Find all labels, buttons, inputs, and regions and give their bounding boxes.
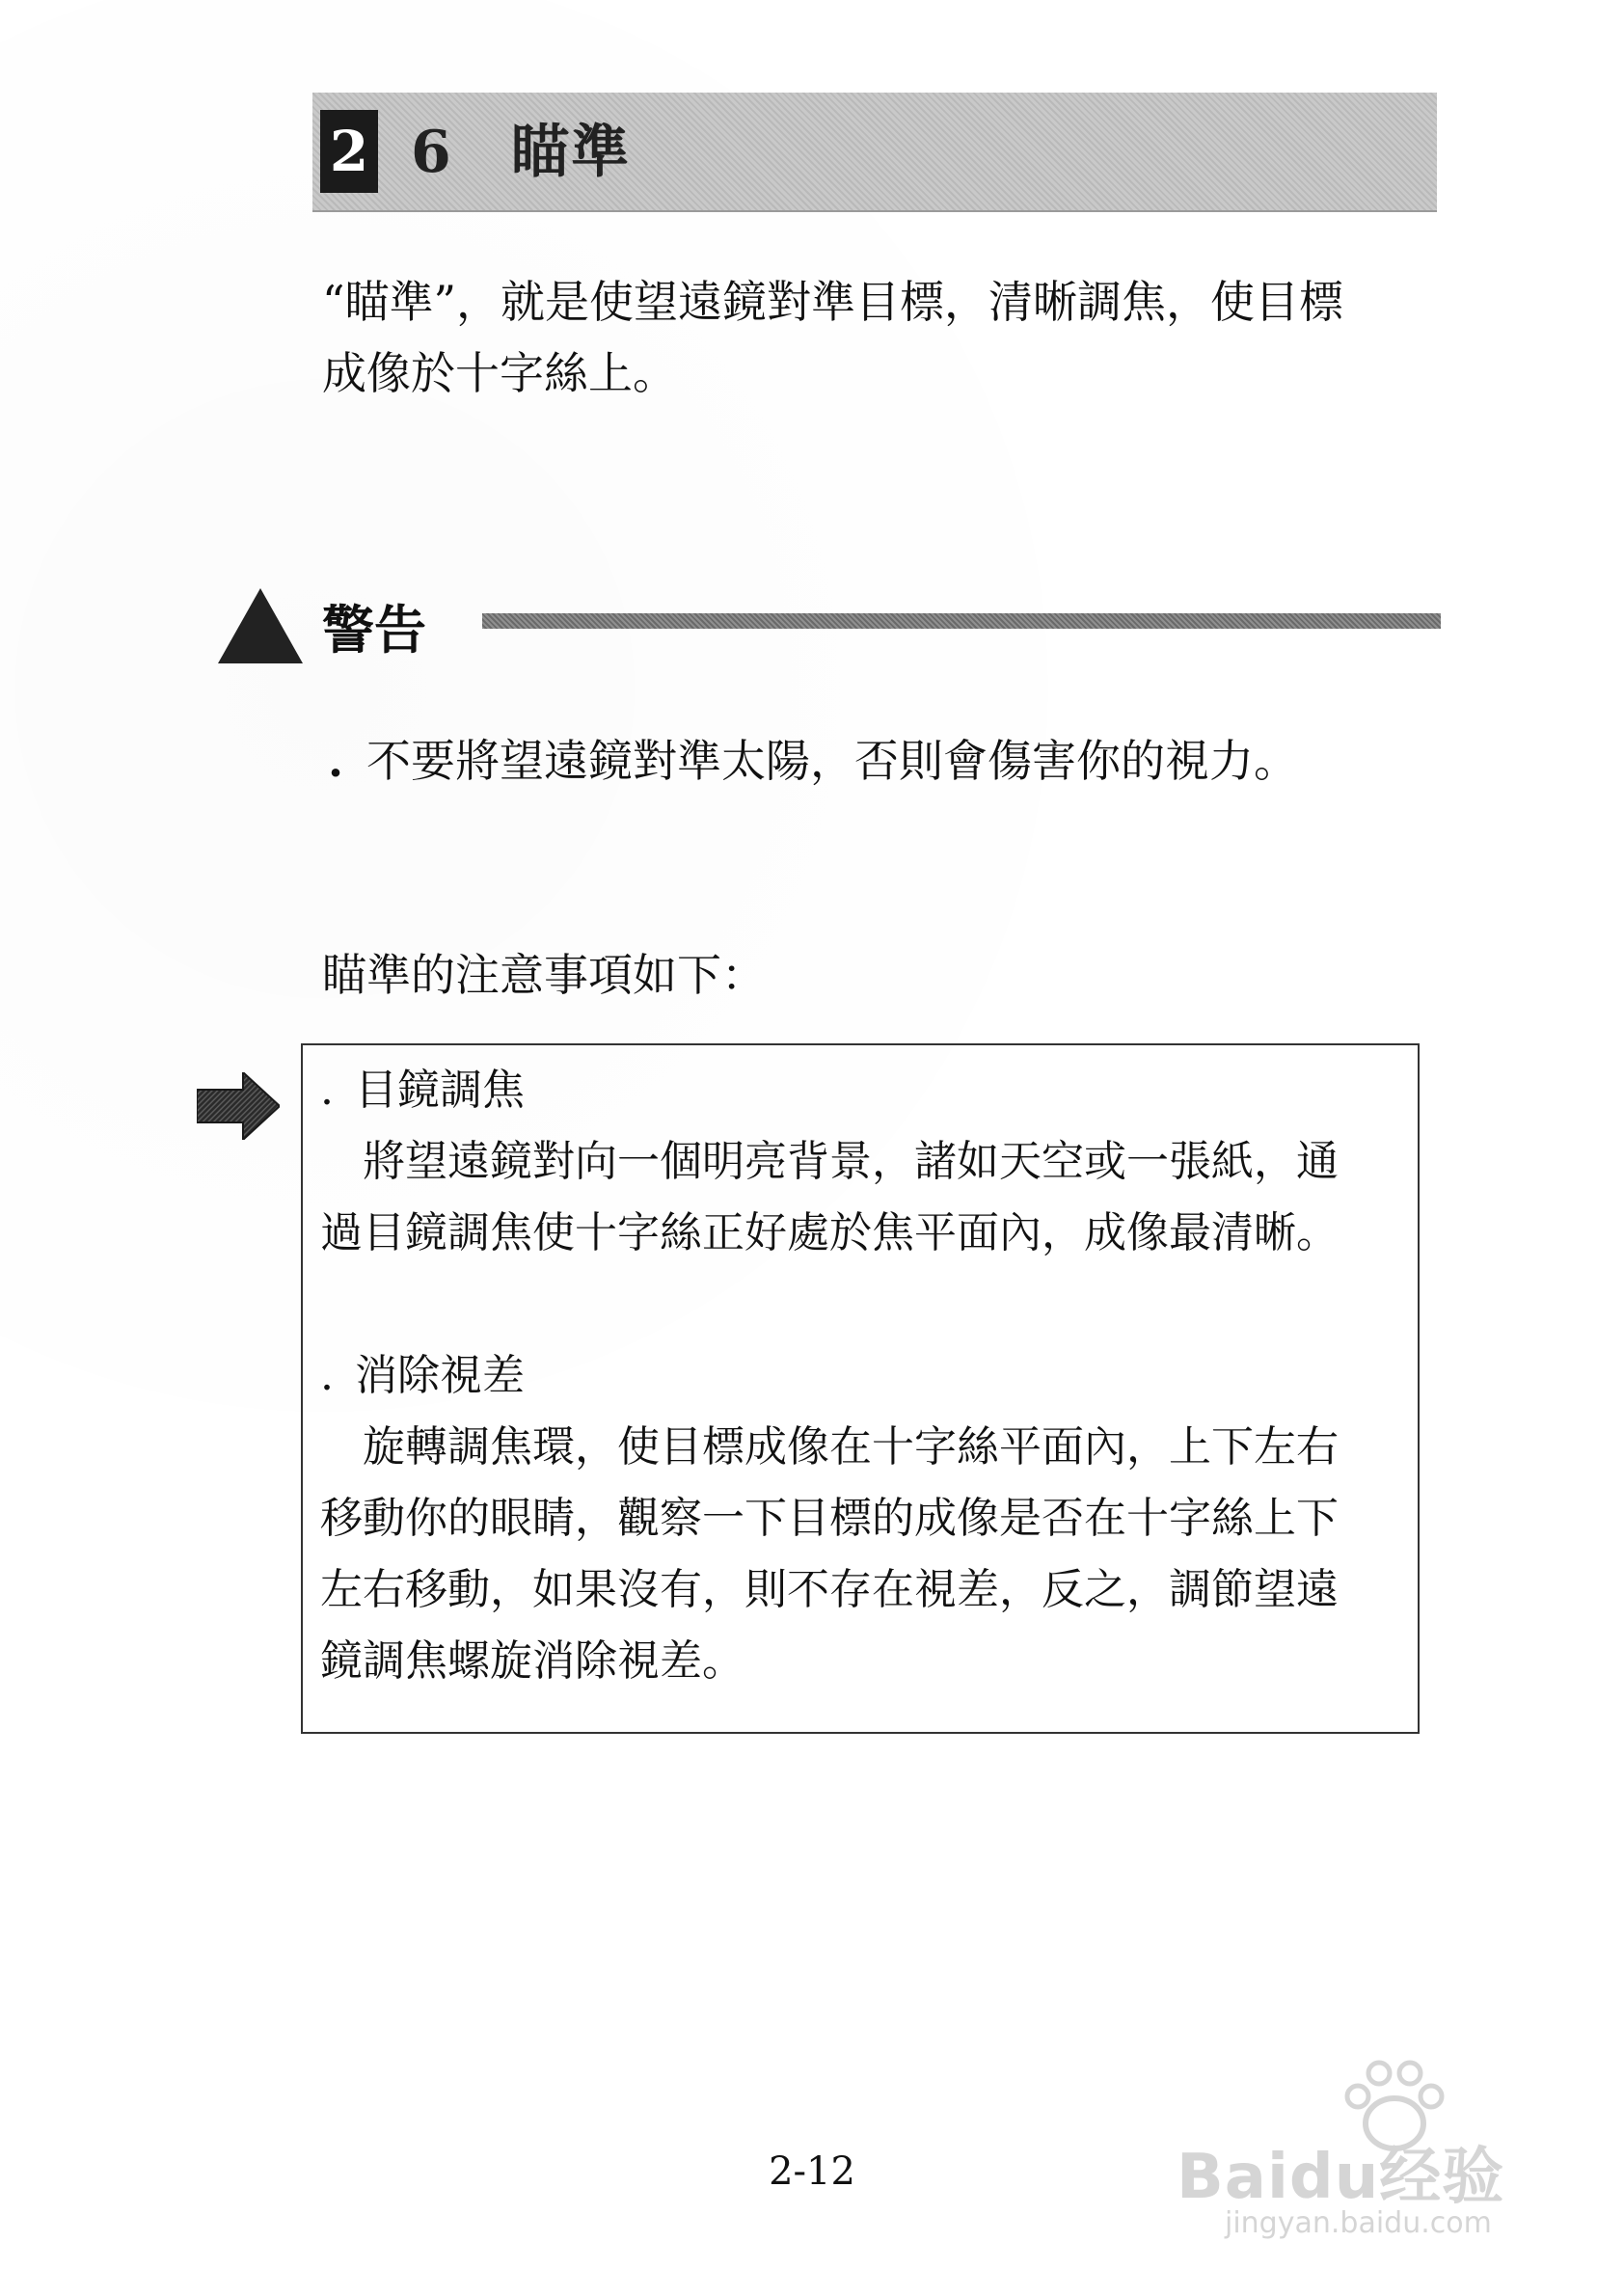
warning-divider <box>482 613 1441 629</box>
note-line: 過目鏡調焦使十字絲正好處於焦平面內，成像最清晰。 <box>320 1208 1339 1257</box>
note-title-text: 消除視差 <box>355 1351 525 1400</box>
page-number: 2-12 <box>769 2149 855 2194</box>
intro-line: “瞄準”，就是使望遠鏡對準目標，清晰調焦，使目標 <box>322 276 1344 328</box>
intro-paragraph <box>322 266 1431 409</box>
intro-line: 成像於十字絲上。 <box>322 347 677 399</box>
note-line: 左右移動，如果沒有，則不存在視差，反之，調節望遠 <box>320 1565 1339 1614</box>
section-number: 6 <box>411 119 451 186</box>
warning-triangle-icon <box>218 588 303 663</box>
chapter-number: 2 <box>320 110 378 193</box>
bullet-dot: . <box>328 735 344 787</box>
notes-box <box>301 1043 1420 1734</box>
section-header-bar <box>312 93 1437 212</box>
warning-label: 警告 <box>322 599 426 661</box>
note-title-text: 目鏡調焦 <box>355 1066 525 1115</box>
baidu-watermark <box>1148 2054 1562 2266</box>
watermark-brand: Baidu经验 <box>1177 2142 1505 2213</box>
note-line: 移動你的眼睛，觀察一下目標的成像是否在十字絲上下 <box>320 1494 1339 1543</box>
note-line: 旋轉調焦環，使目標成像在十字絲平面內，上下左右 <box>320 1422 1339 1472</box>
warning-text: 不要將望遠鏡對準太陽，否則會傷害你的視力。 <box>366 735 1299 787</box>
note-title <box>320 1340 1410 1412</box>
arrow-right-icon <box>197 1072 280 1140</box>
note-line: 鏡調焦螺旋消除視差。 <box>320 1636 744 1686</box>
watermark-url: jingyan.baidu.com <box>1225 2206 1492 2240</box>
warning-item <box>328 725 1298 797</box>
bullet-dot: . <box>320 1066 334 1115</box>
note-line: 將望遠鏡對向一個明亮背景，諸如天空或一張紙，通 <box>320 1137 1339 1186</box>
notes-intro: 瞄準的注意事項如下： <box>322 949 766 1001</box>
note-title <box>320 1055 1410 1126</box>
bullet-dot: . <box>320 1351 334 1400</box>
section-title: 瞄準 <box>511 119 631 186</box>
